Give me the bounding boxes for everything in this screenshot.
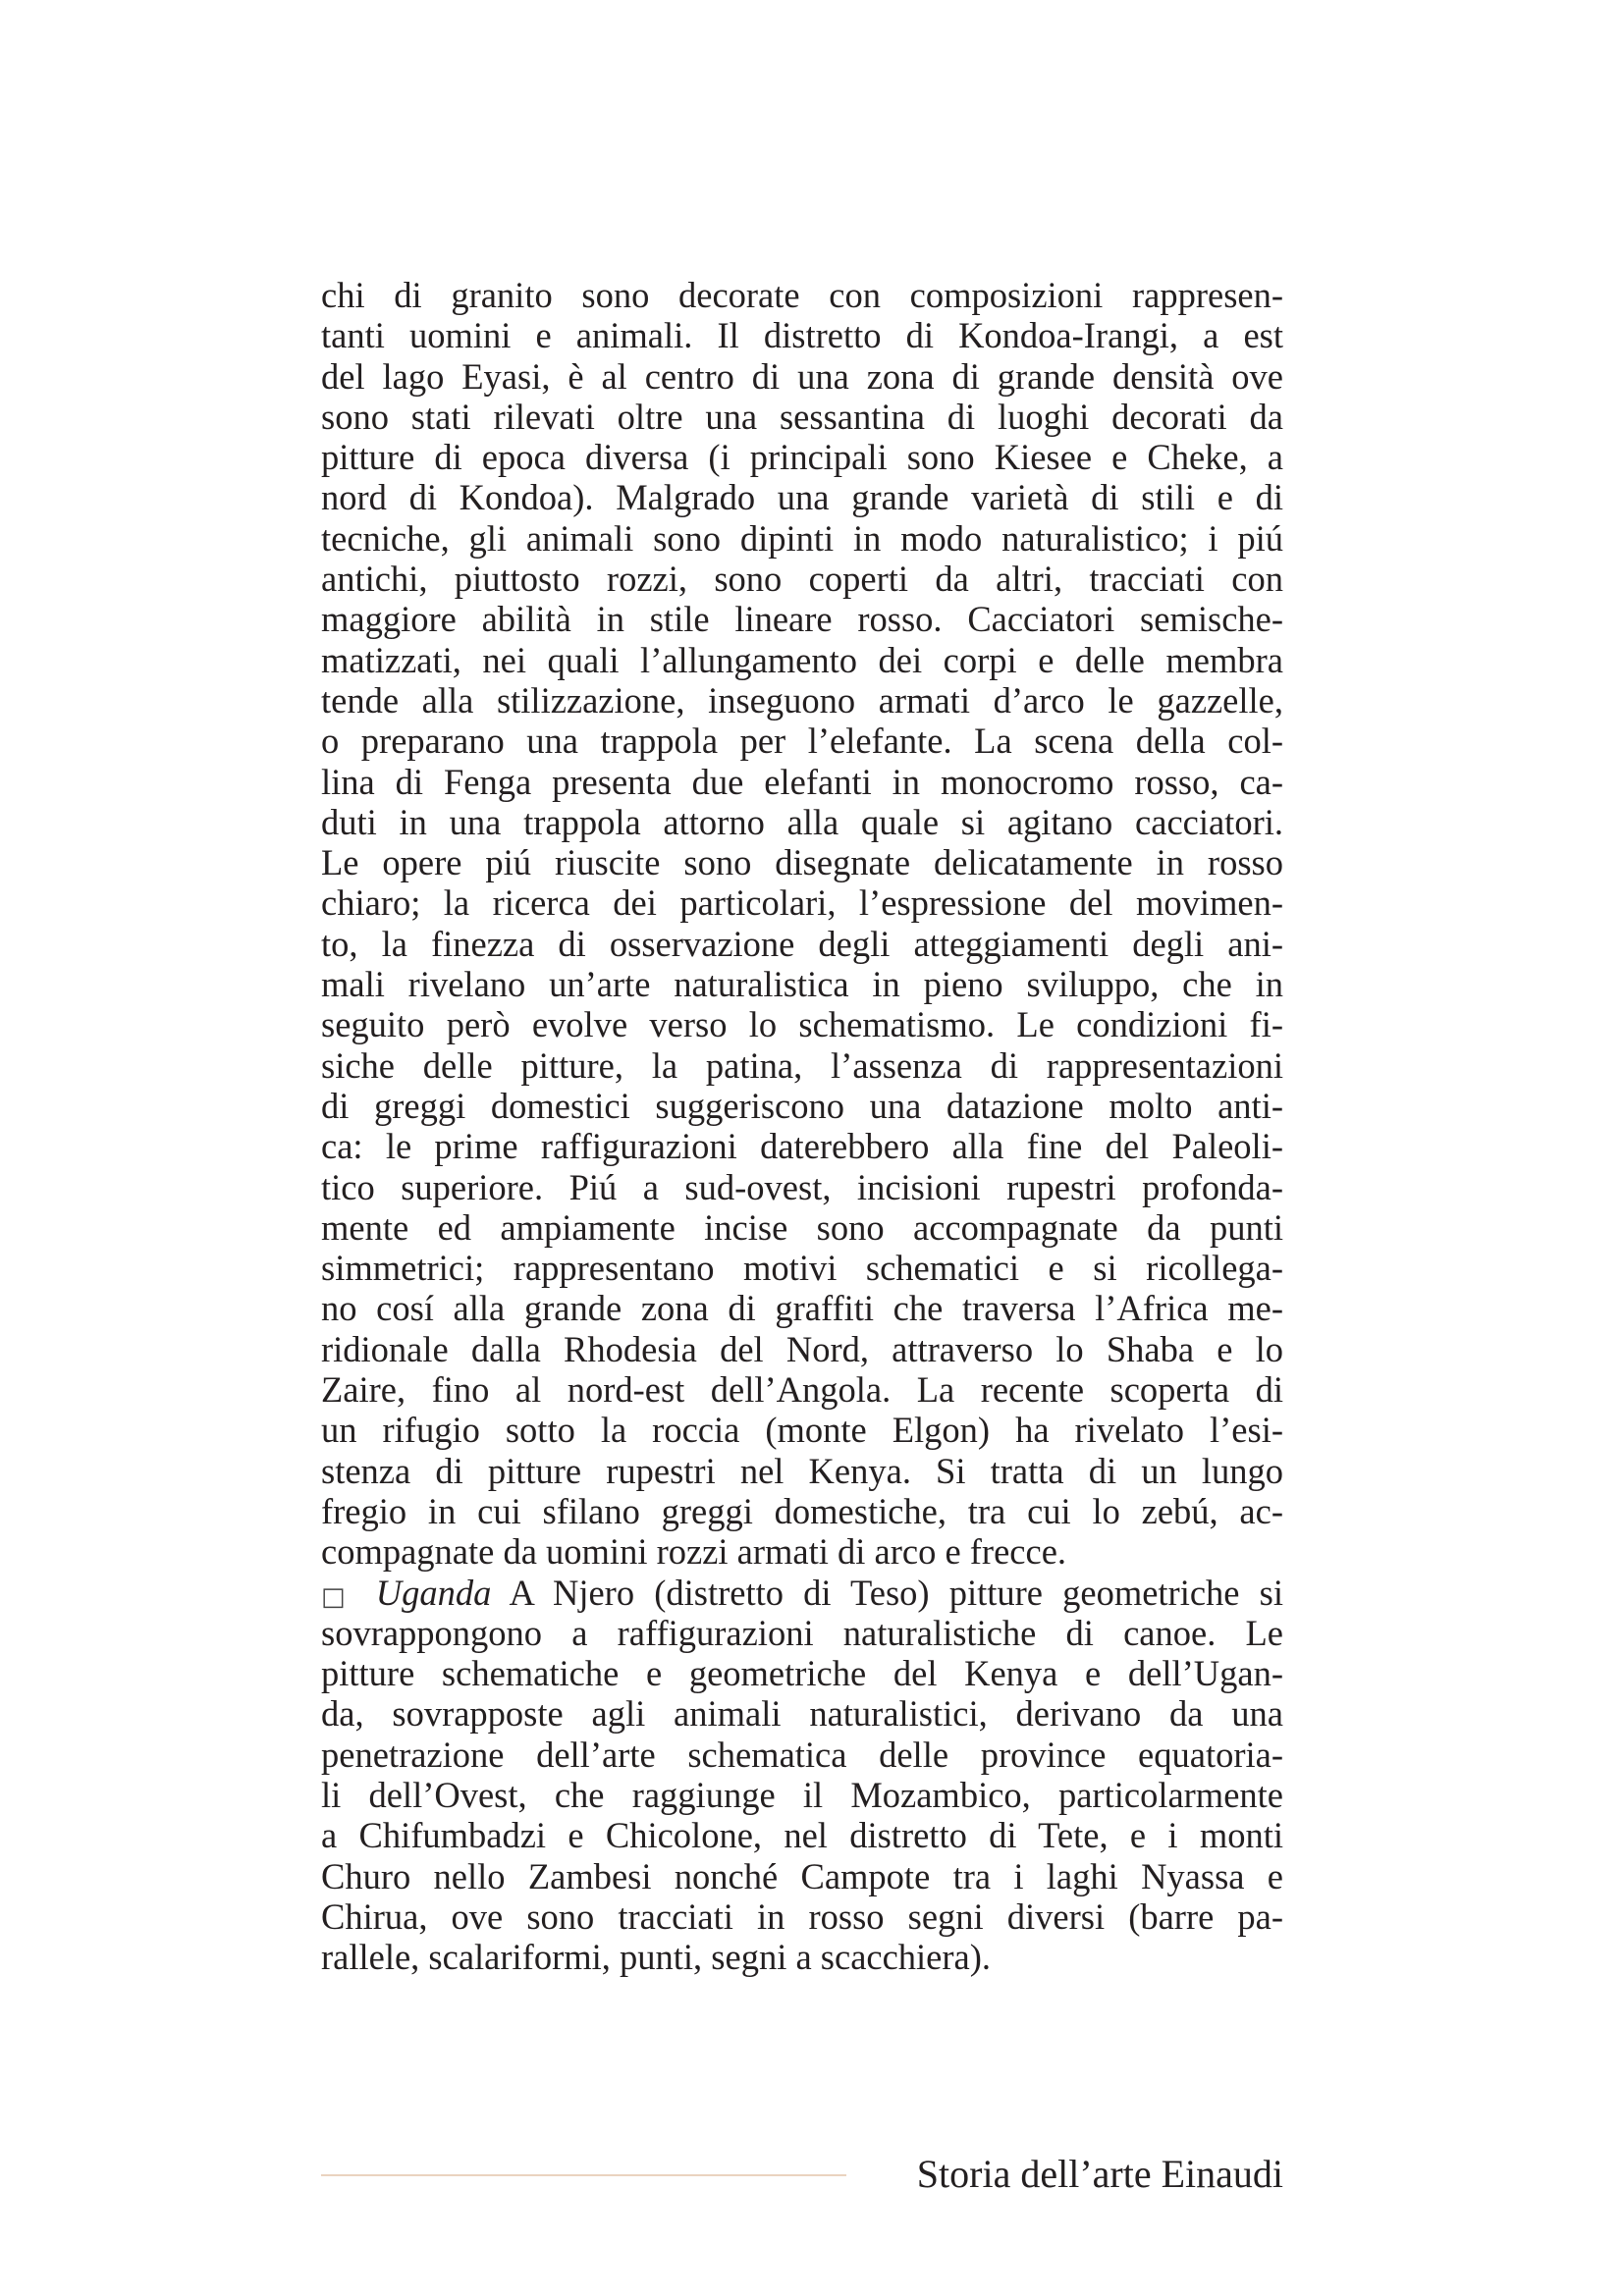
text-line: lina di Fenga presenta due elefanti in monocromo rosso, ca- xyxy=(321,761,1283,802)
text-line: to, la finezza di osservazione degli atteggiamenti degli ani- xyxy=(321,923,1283,964)
uganda-first-line-text: A Njero (distretto di Teso) pitture geometriche si xyxy=(509,1572,1283,1613)
text-line: Zaire, fino al nord-est dell’Angola. La recente scoperta di xyxy=(321,1369,1283,1411)
text-line: simmetrici; rappresentano motivi schematici e si ricollega- xyxy=(321,1248,1283,1289)
text-line: tanti uomini e animali. Il distretto di Kondoa-Irangi, a est xyxy=(321,315,1283,356)
text-line: mali rivelano un’arte naturalistica in pieno sviluppo, che in xyxy=(321,964,1283,1005)
text-line: un rifugio sotto la roccia (monte Elgon) ha rivelato l’esi- xyxy=(321,1410,1283,1451)
text-line: pitture di epoca diversa (i principali sono Kiesee e Cheke, a xyxy=(321,437,1283,478)
text-line: tecniche, gli animali sono dipinti in modo naturalistico; i piú xyxy=(321,517,1283,559)
text-line: ridionale dalla Rhodesia del Nord, attraverso lo Shaba e lo xyxy=(321,1328,1283,1369)
text-line: a Chifumbadzi e Chicolone, nel distretto di Tete, e i monti xyxy=(321,1815,1283,1856)
text-line: Le opere piú riuscite sono disegnate delicatamente in rosso xyxy=(321,842,1283,883)
text-line: seguito però evolve verso lo schematismo. Le condizioni fi- xyxy=(321,1004,1283,1045)
text-line: chi di granito sono decorate con composizioni rappresen- xyxy=(321,275,1283,315)
body-text xyxy=(321,275,1283,1977)
section-box-icon: □ xyxy=(321,1581,356,1612)
text-line: nord di Kondoa). Malgrado una grande varietà di stili e di xyxy=(321,477,1283,518)
uganda-heading: Uganda xyxy=(375,1572,492,1613)
text-line: da, sovrapposte agli animali naturalistici, derivano da una xyxy=(321,1693,1283,1735)
text-line: Churo nello Zambesi nonché Campote tra i laghi Nyassa e xyxy=(321,1855,1283,1896)
text-line: Chirua, ove sono tracciati in rosso segni diversi (barre pa- xyxy=(321,1896,1283,1937)
text-line: tico superiore. Piú a sud-ovest, incisioni rupestri profonda- xyxy=(321,1166,1283,1207)
footer-title: Storia dell’arte Einaudi xyxy=(916,2152,1283,2196)
uganda-first-line xyxy=(321,1573,1283,1613)
text-line: sono stati rilevati oltre una sessantina di luoghi decorati da xyxy=(321,396,1283,437)
text-line: stenza di pitture rupestri nel Kenya. Si tratta di un lungo xyxy=(321,1450,1283,1491)
text-line: ca: le prime raffigurazioni daterebbero alla fine del Paleoli- xyxy=(321,1126,1283,1167)
text-line: sovrappongono a raffigurazioni naturalistiche di canoe. Le xyxy=(321,1612,1283,1653)
text-line: duti in una trappola attorno alla quale si agitano cacciatori. xyxy=(321,801,1283,842)
text-line: li dell’Ovest, che raggiunge il Mozambico, particolarmente xyxy=(321,1774,1283,1815)
text-line: tende alla stilizzazione, inseguono armati d’arco le gazzelle, xyxy=(321,679,1283,721)
text-line: del lago Eyasi, è al centro di una zona di grande densità ove xyxy=(321,355,1283,397)
text-line: no cosí alla grande zona di graffiti che traversa l’Africa me- xyxy=(321,1288,1283,1329)
text-line: rallele, scalariformi, punti, segni a scacchiera). xyxy=(321,1937,992,1978)
text-line: penetrazione dell’arte schematica delle province equatoria- xyxy=(321,1734,1283,1775)
text-line: matizzati, nei quali l’allungamento dei corpi e delle membra xyxy=(321,639,1283,680)
text-line: siche delle pitture, la patina, l’assenza di rappresentazioni xyxy=(321,1044,1283,1086)
text-line: mente ed ampiamente incise sono accompagnate da punti xyxy=(321,1206,1283,1248)
text-line: pitture schematiche e geometriche del Kenya e dell’Ugan- xyxy=(321,1653,1283,1694)
text-line: fregio in cui sfilano greggi domestiche, tra cui lo zebú, ac- xyxy=(321,1490,1283,1531)
text-line: chiaro; la ricerca dei particolari, l’espressione del movimen- xyxy=(321,882,1283,924)
text-line: antichi, piuttosto rozzi, sono coperti da altri, tracciati con xyxy=(321,559,1283,600)
text-line: o preparano una trappola per l’elefante. La scena della col- xyxy=(321,721,1283,762)
text-line: compagnate da uomini rozzi armati di arco e frecce. xyxy=(321,1531,1067,1573)
footer-rule xyxy=(321,2174,846,2176)
text-line: maggiore abilità in stile lineare rosso. Cacciatori semische- xyxy=(321,599,1283,640)
text-line: di greggi domestici suggeriscono una datazione molto anti- xyxy=(321,1085,1283,1126)
